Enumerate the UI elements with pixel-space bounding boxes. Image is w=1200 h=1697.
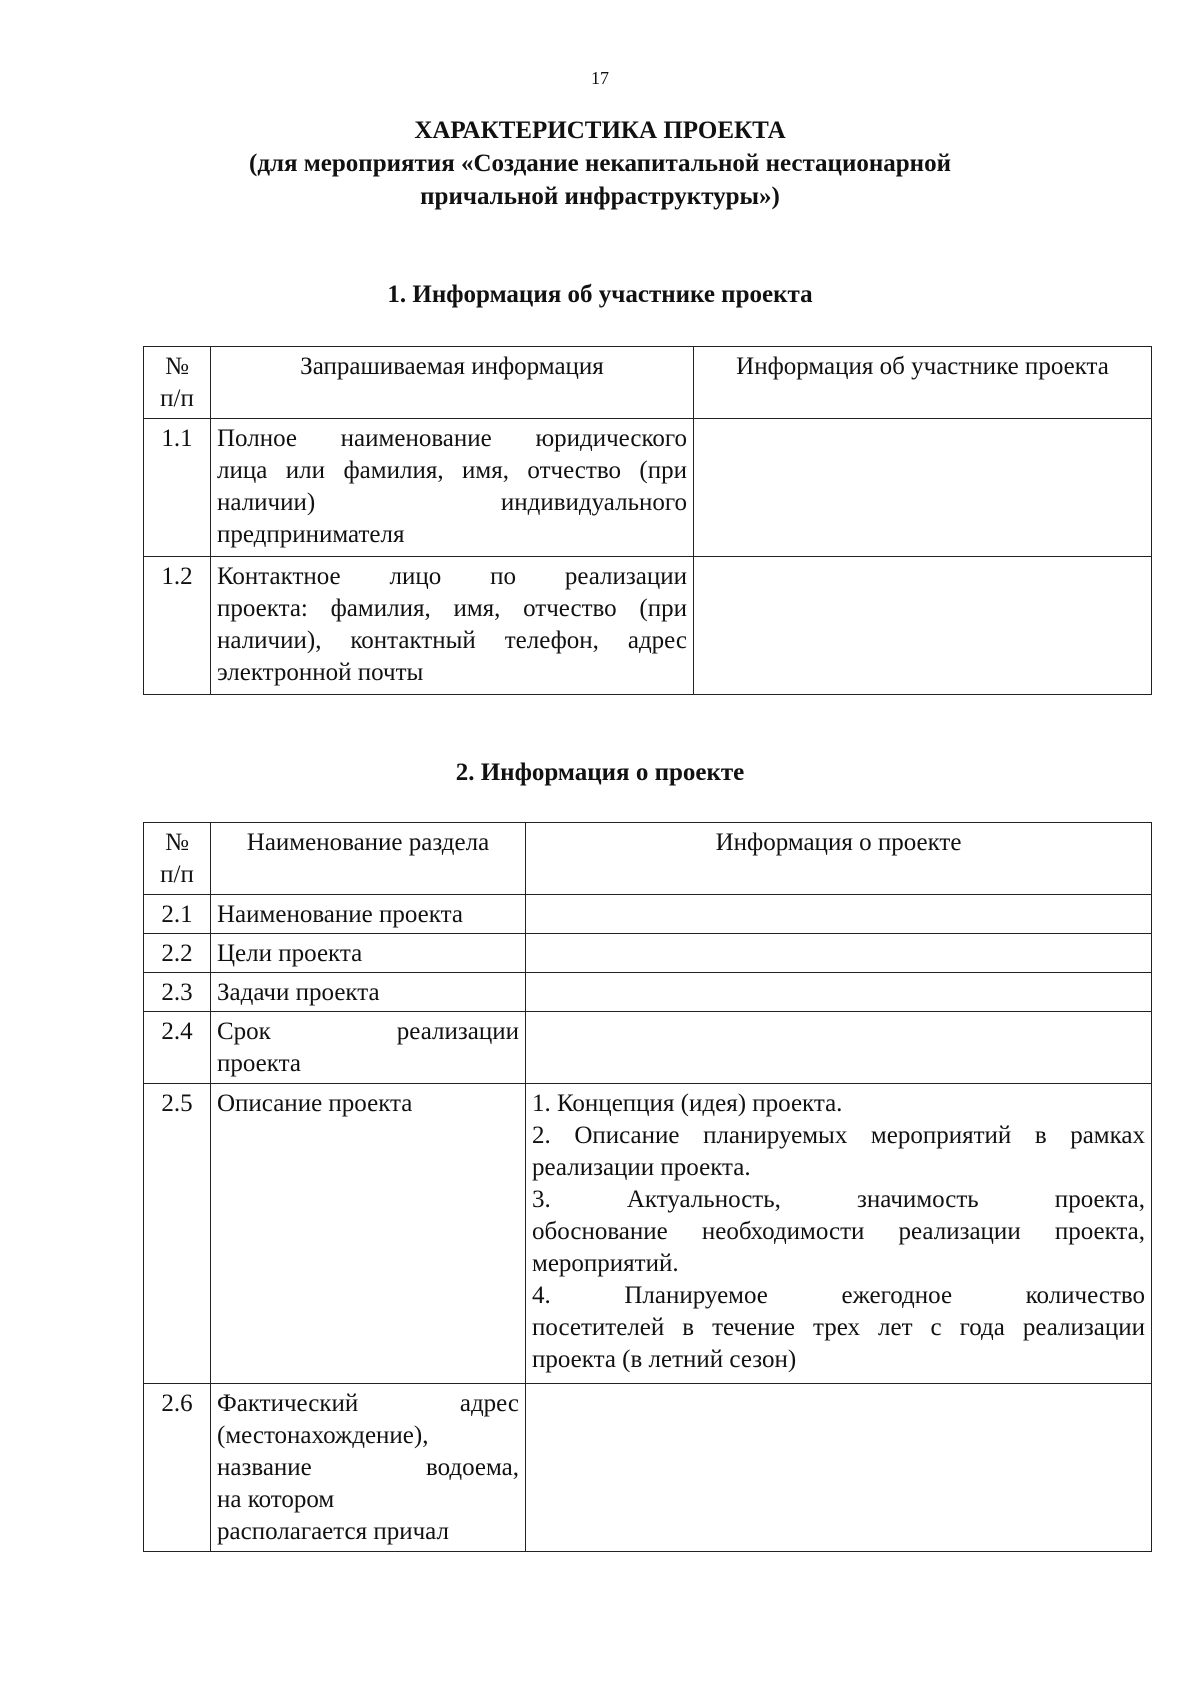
section-1-heading: 1. Информация об участнике проекта: [387, 281, 813, 308]
row-label-line: наличии) индивидуального: [217, 489, 687, 516]
header-number-abbrev: п/п: [160, 385, 194, 412]
row-label: Задачи проекта: [211, 973, 526, 1012]
value-line: 2. Описание планируемых мероприятий в рамках: [532, 1122, 1145, 1149]
row-label: [211, 1012, 526, 1084]
row-label-line: проекта: фамилия, имя, отчество (при: [217, 595, 687, 622]
value-line: проекта (в летний сезон): [532, 1346, 797, 1373]
row-number: 2.1: [144, 895, 211, 934]
table-row: [144, 895, 1152, 934]
row-label-line: проекта: [217, 1050, 301, 1077]
row-label-line: Фактический адрес: [217, 1390, 519, 1417]
row-number: 1.1: [144, 419, 211, 557]
table-row: [144, 934, 1152, 973]
value-line: 1. Концепция (идея) проекта.: [532, 1090, 843, 1117]
table-row: [144, 973, 1152, 1012]
document-title-line-2: (для мероприятия «Создание некапитальной нестационарной: [249, 150, 951, 177]
row-value-cell[interactable]: [526, 1384, 1152, 1552]
header-number-cell: [144, 823, 211, 895]
header-number-symbol: №: [165, 353, 189, 380]
table-row: [144, 1384, 1152, 1552]
header-project-info: Информация о проекте: [526, 823, 1152, 895]
header-number-cell: [144, 347, 211, 419]
value-line: посетителей в течение трех лет с года реализации: [532, 1314, 1145, 1341]
participant-info-table: [143, 346, 1152, 695]
row-label-line: лица или фамилия, имя, отчество (при: [217, 457, 687, 484]
document-title-line-1: ХАРАКТЕРИСТИКА ПРОЕКТА: [414, 117, 786, 144]
header-participant-info: Информация об участнике проекта: [694, 347, 1152, 419]
row-number: 2.5: [144, 1084, 211, 1384]
row-label-line: название водоема,: [217, 1454, 519, 1481]
row-label-line: наличии), контактный телефон, адрес: [217, 627, 687, 654]
row-label-line: располагается причал: [217, 1518, 449, 1545]
row-value-cell[interactable]: [526, 895, 1152, 934]
row-label-line: электронной почты: [217, 659, 424, 686]
page-number: 17: [591, 68, 609, 88]
header-section-name: Наименование раздела: [211, 823, 526, 895]
table-row: [144, 1084, 1152, 1384]
row-value-cell[interactable]: [526, 934, 1152, 973]
header-number-symbol: №: [165, 829, 189, 856]
row-label: Цели проекта: [211, 934, 526, 973]
table-row: [144, 557, 1152, 695]
value-line: обоснование необходимости реализации проекта,: [532, 1218, 1145, 1245]
table-row: [144, 1012, 1152, 1084]
row-number: 2.6: [144, 1384, 211, 1552]
document-title-line-3: причальной инфраструктуры»): [420, 183, 780, 210]
row-label: Описание проекта: [211, 1084, 526, 1384]
row-label-line: (местонахождение),: [217, 1422, 429, 1449]
value-line: 4. Планируемое ежегодное количество: [532, 1282, 1145, 1309]
table-header-row: [144, 823, 1152, 895]
value-line: 3. Актуальность, значимость проекта,: [532, 1186, 1145, 1213]
project-info-table: [143, 822, 1152, 1552]
row-value-cell[interactable]: [526, 1012, 1152, 1084]
row-label: [211, 557, 694, 695]
value-line: реализации проекта.: [532, 1154, 751, 1181]
row-label: [211, 419, 694, 557]
row-number: 2.4: [144, 1012, 211, 1084]
row-label-line: Контактное лицо по реализации: [217, 563, 687, 590]
value-line: мероприятий.: [532, 1250, 679, 1277]
row-label-line: на котором: [217, 1486, 335, 1513]
row-value-cell[interactable]: [526, 973, 1152, 1012]
row-value-cell[interactable]: [694, 557, 1152, 695]
header-number-abbrev: п/п: [160, 861, 194, 888]
section-2-heading: 2. Информация о проекте: [455, 759, 745, 786]
row-label-line: предпринимателя: [217, 521, 405, 548]
row-label-line: Срок реализации: [217, 1018, 519, 1045]
row-value-cell[interactable]: [526, 1084, 1152, 1384]
table-row: [144, 419, 1152, 557]
row-number: 2.3: [144, 973, 211, 1012]
row-label: [211, 1384, 526, 1552]
row-label: Наименование проекта: [211, 895, 526, 934]
row-number: 1.2: [144, 557, 211, 695]
row-number: 2.2: [144, 934, 211, 973]
table-header-row: [144, 347, 1152, 419]
document-title: [0, 114, 1200, 213]
header-requested-info: Запрашиваемая информация: [211, 347, 694, 419]
row-label-line: Полное наименование юридического: [217, 425, 687, 452]
row-value-cell[interactable]: [694, 419, 1152, 557]
